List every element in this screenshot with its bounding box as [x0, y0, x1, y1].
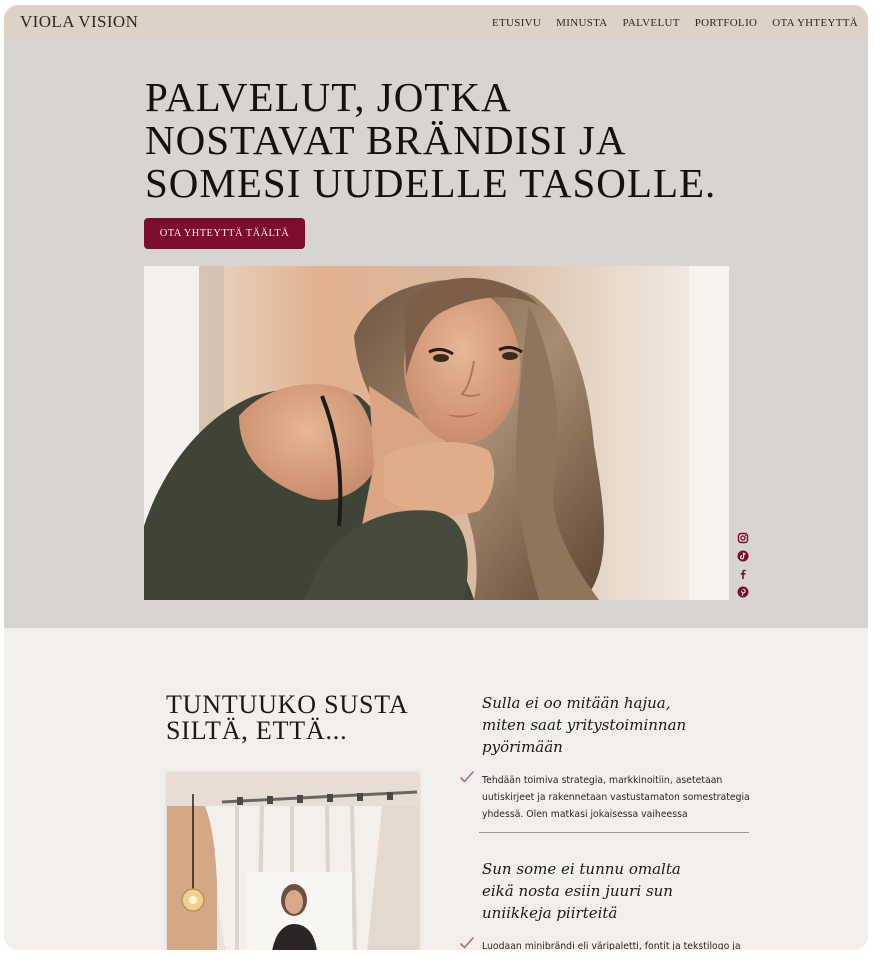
pain-question	[482, 692, 762, 758]
hero-photo-illustration	[144, 266, 729, 600]
hero-title-line: NOSTAVAT BRÄNDISI JA	[145, 117, 627, 163]
pain-answer-text	[482, 772, 762, 823]
nav-menu	[477, 17, 858, 29]
pain-point-1	[482, 692, 762, 823]
section-title-line: TUNTUUKO SUSTA	[166, 690, 409, 719]
pain-answer-line: uutiskirjeet ja rakennetaan vastustamaton somestrategia	[482, 792, 750, 803]
pain-question-line: miten saat yritystoiminnan	[482, 716, 687, 734]
pain-question-line: Sun some ei tunnu omalta	[482, 860, 681, 878]
pain-answer-text	[482, 938, 762, 950]
pain-question-line: eikä nosta esiin juuri sun	[482, 882, 673, 900]
pain-answer-line: yhdessä. Olen matkasi jokaisessa vaiheessa	[482, 809, 688, 820]
nav-item-etusivu[interactable]: ETUSIVU	[492, 17, 542, 29]
divider	[479, 832, 749, 833]
pain-question-line: uniikkeja piirteitä	[482, 904, 618, 922]
page-frame	[4, 5, 868, 950]
pinterest-icon[interactable]	[737, 585, 749, 597]
social-links	[737, 531, 749, 597]
brand-logo[interactable]: VIOLA VISION	[20, 12, 139, 31]
room-photo	[167, 772, 419, 950]
pain-answer-line: Luodaan minibrändi eli väripaletti, fontit ja tekstilogo ja	[482, 941, 741, 950]
room-photo-illustration	[167, 772, 419, 950]
pain-points-section	[4, 628, 868, 950]
nav-item-ota-yhteytta[interactable]: OTA YHTEYTTÄ	[772, 17, 858, 29]
pain-point-2	[482, 858, 762, 950]
contact-cta-button[interactable]: OTA YHTEYTTÄ TÄÄLTÄ	[144, 218, 305, 249]
tiktok-icon[interactable]	[737, 549, 749, 561]
instagram-icon[interactable]	[737, 531, 749, 543]
checkmark-icon	[459, 770, 475, 784]
section-title-line: SILTÄ, ETTÄ...	[166, 716, 348, 745]
facebook-icon[interactable]	[737, 567, 749, 579]
hero-title-line: SOMESI UUDELLE TASOLLE.	[145, 160, 717, 206]
top-navigation	[4, 5, 868, 38]
pain-question-line: pyörimään	[482, 738, 563, 756]
hero-section	[4, 38, 868, 628]
pain-answer-line: Tehdään toimiva strategia, markkinoitiin, asetetaan	[482, 775, 723, 786]
pain-answer	[482, 938, 762, 950]
section-title	[166, 692, 446, 744]
nav-item-minusta[interactable]: MINUSTA	[556, 17, 608, 29]
hero-title	[145, 76, 745, 205]
hero-photo	[144, 266, 729, 600]
checkmark-icon	[459, 936, 475, 950]
pain-question-line: Sulla ei oo mitään hajua,	[482, 694, 671, 712]
pain-question	[482, 858, 762, 924]
nav-item-portfolio[interactable]: PORTFOLIO	[694, 17, 758, 29]
nav-item-palvelut[interactable]: PALVELUT	[622, 17, 680, 29]
hero-title-line: PALVELUT, JOTKA	[145, 74, 512, 120]
pain-answer	[482, 772, 762, 823]
